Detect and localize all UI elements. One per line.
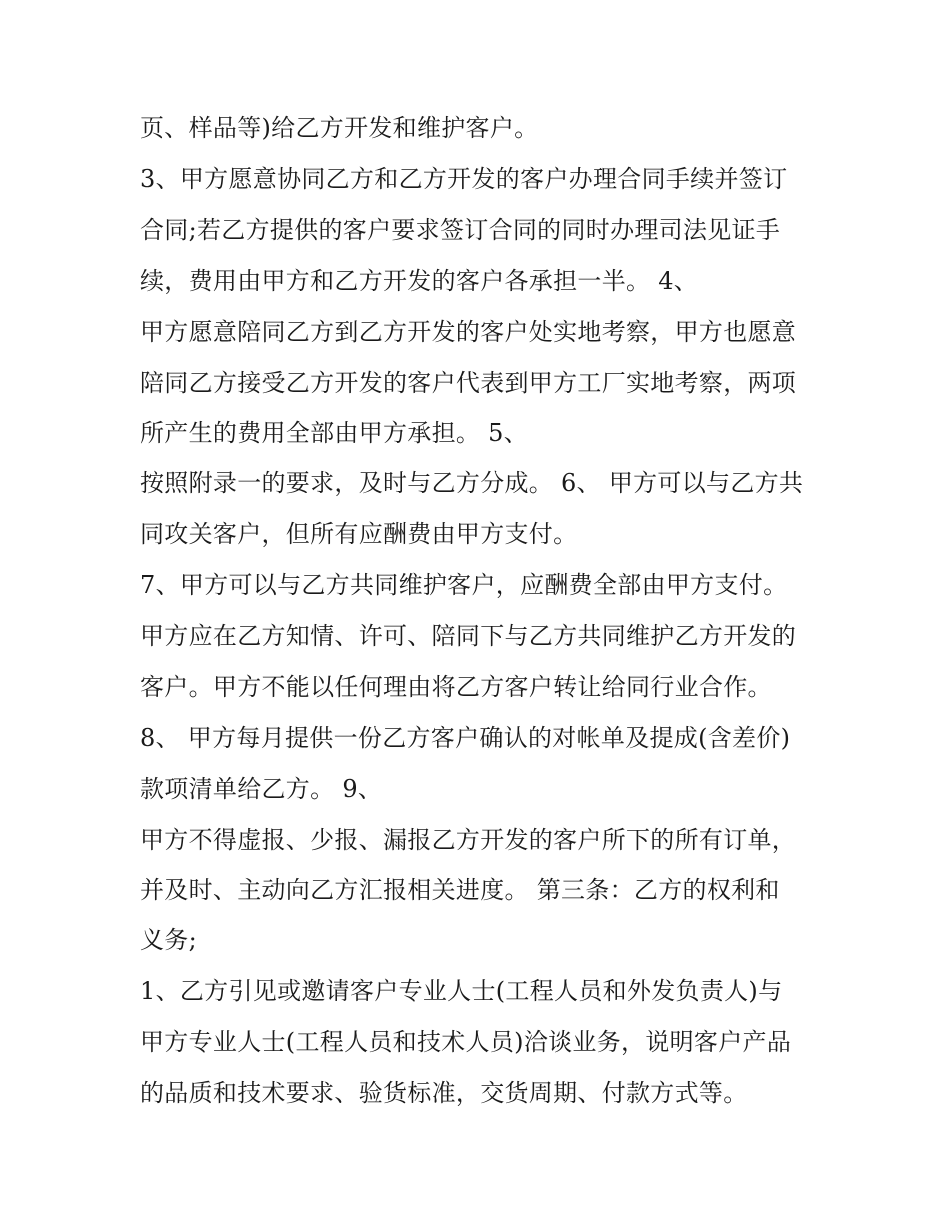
text-line: 按照附录一的要求，及时与乙方分成。 6、 甲方可以与乙方共 — [140, 469, 804, 497]
text-line: 同攻关客户，但所有应酬费由甲方支付。 — [140, 520, 578, 548]
text-line: 1、乙方引见或邀请客户专业人士(工程人员和外发负责人)与 — [140, 977, 783, 1005]
text-line: 义务; — [140, 926, 197, 954]
text-line: 款项清单给乙方。 9、 — [140, 775, 383, 803]
text-line: 陪同乙方接受乙方开发的客户代表到甲方工厂实地考察，两项 — [140, 369, 797, 397]
text-line: 续，费用由甲方和乙方开发的客户各承担一半。 4、 — [140, 267, 699, 295]
text-line: 的品质和技术要求、验货标准，交货周期、付款方式等。 — [140, 1079, 748, 1107]
text-line: 客户。甲方不能以任何理由将乙方客户转让给同行业合作。 — [140, 673, 772, 701]
text-line: 合同;若乙方提供的客户要求签订合同的同时办理司法见证手 — [140, 216, 781, 244]
text-line: 页、样品等)给乙方开发和维护客户。 — [140, 114, 539, 142]
text-line: 甲方应在乙方知情、许可、陪同下与乙方共同维护乙方开发的 — [140, 622, 797, 650]
text-line: 并及时、主动向乙方汇报相关进度。 第三条：乙方的权利和 — [140, 876, 780, 904]
text-line: 甲方不得虚报、少报、漏报乙方开发的客户所下的所有订单， — [140, 826, 797, 854]
text-line: 7、甲方可以与乙方共同维护客户，应酬费全部由甲方支付。 — [140, 571, 788, 599]
text-line: 甲方愿意陪同乙方到乙方开发的客户处实地考察，甲方也愿意 — [140, 318, 797, 346]
text-line: 8、 甲方每月提供一份乙方客户确认的对帐单及提成(含差价) — [140, 724, 791, 752]
text-line: 3、甲方愿意协同乙方和乙方开发的客户办理合同手续并签订 — [140, 165, 788, 193]
text-line: 甲方专业人士(工程人员和技术人员)洽谈业务，说明客户产品 — [140, 1028, 792, 1056]
text-line: 所产生的费用全部由甲方承担。 5、 — [140, 419, 528, 447]
